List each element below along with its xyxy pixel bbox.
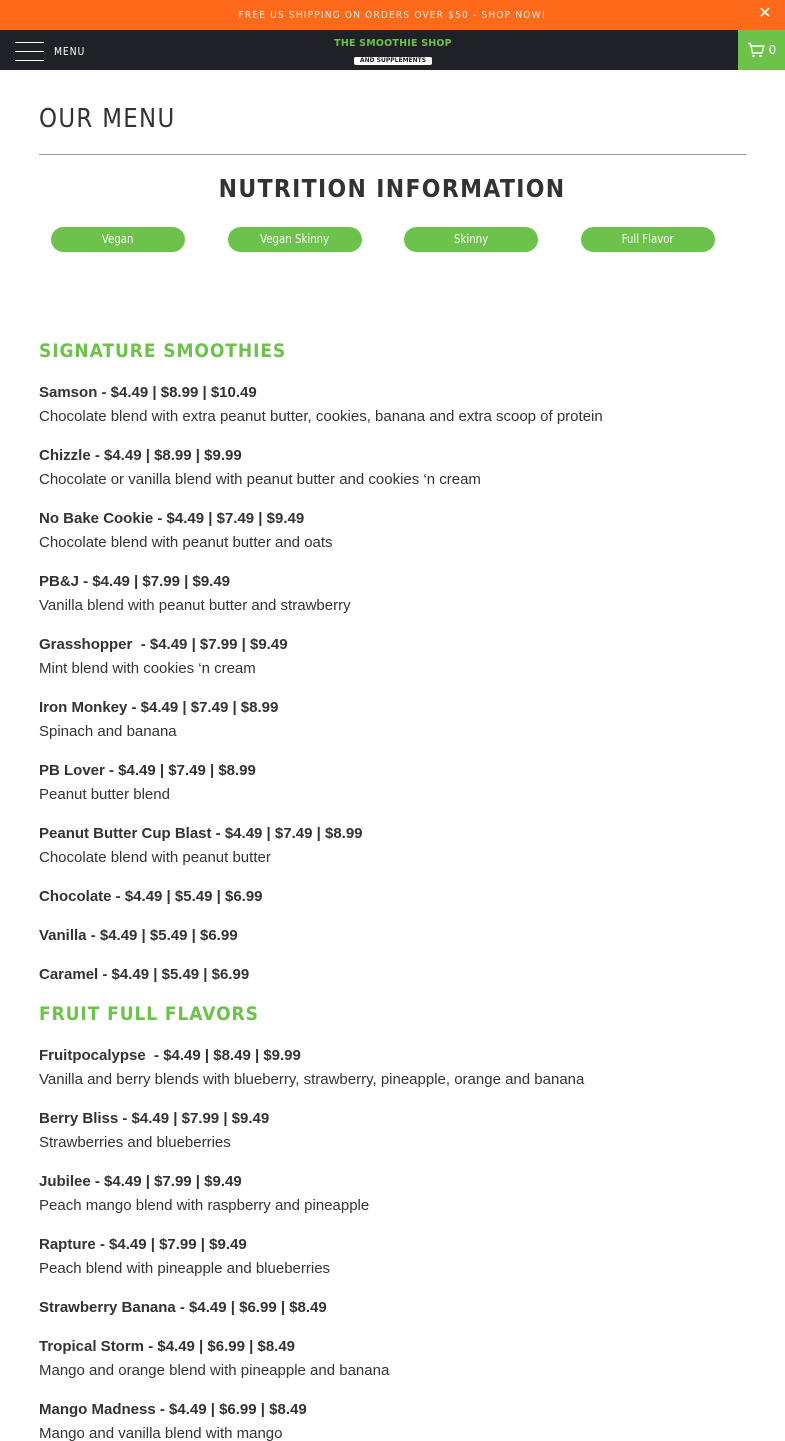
menu-item-desc: Vanilla and berry blends with blueberry, strawberry, pineapple, orange and banana (39, 1071, 585, 1088)
logo-sub-text: AND SUPPLEMENTS (354, 57, 432, 65)
menu-item-title: Fruitpocalypse - $4.49 | $8.49 | $9.99 (39, 1047, 301, 1064)
menu-item-title: No Bake Cookie - $4.49 | $7.49 | $9.49 (39, 510, 305, 527)
menu-item-title: Samson - $4.49 | $8.99 | $10.49 (39, 384, 257, 401)
menu-item-desc: Strawberries and blueberries (39, 1134, 231, 1151)
menu-item-desc: Peach blend with pineapple and blueberries (39, 1260, 331, 1277)
menu-item-desc: Mango and vanilla blend with mango (39, 1425, 283, 1441)
menu-item-desc: Mango and orange blend with pineapple and banana (39, 1362, 390, 1379)
menu-item-title: Tropical Storm - $4.49 | $6.99 | $8.49 (39, 1338, 296, 1355)
cart-button[interactable] (738, 30, 785, 70)
menu-item-title: Mango Madness - $4.49 | $6.99 | $8.49 (39, 1401, 307, 1418)
menu-item-desc: Peach mango blend with raspberry and pineapple (39, 1197, 370, 1214)
section-heading-signature: SIGNATURE SMOOTHIES (39, 340, 287, 362)
menu-item-title: Strawberry Banana - $4.49 | $6.99 | $8.49 (39, 1299, 327, 1316)
section-heading-fruit: FRUIT FULL FLAVORS (39, 1003, 259, 1025)
cart-icon (747, 42, 765, 58)
menu-item-desc: Chocolate blend with peanut butter (39, 849, 271, 866)
skinny-button-label: Skinny (453, 232, 489, 246)
skinny-button[interactable] (404, 227, 538, 252)
menu-item-desc: Mint blend with cookies ‘n cream (39, 660, 256, 677)
menu-item-title: Chizzle - $4.49 | $8.99 | $9.99 (39, 447, 242, 464)
cart-count: 0 (768, 43, 777, 57)
site-logo[interactable] (334, 38, 452, 62)
nutrition-heading (0, 174, 785, 203)
menu-item-desc: Chocolate blend with extra peanut butter, cookies, banana and extra scoop of protein (39, 408, 603, 425)
logo-main-text: THE SMOOTHIE SHOP (334, 38, 452, 49)
title-divider (39, 154, 746, 155)
menu-item-desc: Chocolate blend with peanut butter and oats (39, 534, 333, 551)
menu-item-title: Peanut Butter Cup Blast - $4.49 | $7.49 | $8.99 (39, 825, 363, 842)
close-icon[interactable]: ✕ (758, 5, 772, 22)
vegan-button[interactable] (51, 227, 185, 252)
full-flavor-button[interactable] (581, 227, 715, 252)
menu-item-title: PB&J - $4.49 | $7.99 | $9.49 (39, 573, 231, 590)
menu-item-title: Iron Monkey - $4.49 | $7.49 | $8.99 (39, 699, 279, 716)
page-title: OUR MENU (39, 104, 176, 134)
menu-item-desc: Spinach and banana (39, 723, 177, 740)
promo-text[interactable]: FREE US SHIPPING ON ORDERS OVER $50 - SHOP NOW! (238, 9, 547, 21)
menu-item-title: Grasshopper - $4.49 | $7.99 | $9.49 (39, 636, 288, 653)
full-flavor-button-label: Full Flavor (621, 232, 675, 246)
menu-label: MENU (54, 44, 86, 58)
menu-button[interactable] (15, 39, 91, 63)
vegan-skinny-button-label: Vegan Skinny (260, 232, 330, 246)
nutrition-heading-text: NUTRITION INFORMATION (219, 174, 566, 203)
vegan-skinny-button[interactable] (228, 227, 362, 252)
menu-item-title: Berry Bliss - $4.49 | $7.99 | $9.49 (39, 1110, 270, 1127)
menu-item-title: Rapture - $4.49 | $7.99 | $9.49 (39, 1236, 247, 1253)
menu-item-title: Chocolate - $4.49 | $5.49 | $6.99 (39, 888, 263, 905)
menu-item-title: Vanilla - $4.49 | $5.49 | $6.99 (39, 927, 238, 944)
menu-item-title: PB Lover - $4.49 | $7.49 | $8.99 (39, 762, 256, 779)
promo-bar[interactable] (0, 0, 785, 30)
vegan-button-label: Vegan (102, 232, 134, 246)
menu-item-desc: Peanut butter blend (39, 786, 170, 803)
menu-item-title: Caramel - $4.49 | $5.49 | $6.99 (39, 966, 250, 983)
hamburger-icon (15, 41, 44, 61)
menu-item-title: Jubilee - $4.49 | $7.99 | $9.49 (39, 1173, 242, 1190)
menu-item-desc: Vanilla blend with peanut butter and strawberry (39, 597, 351, 614)
menu-item-desc: Chocolate or vanilla blend with peanut butter and cookies ‘n cream (39, 471, 481, 488)
